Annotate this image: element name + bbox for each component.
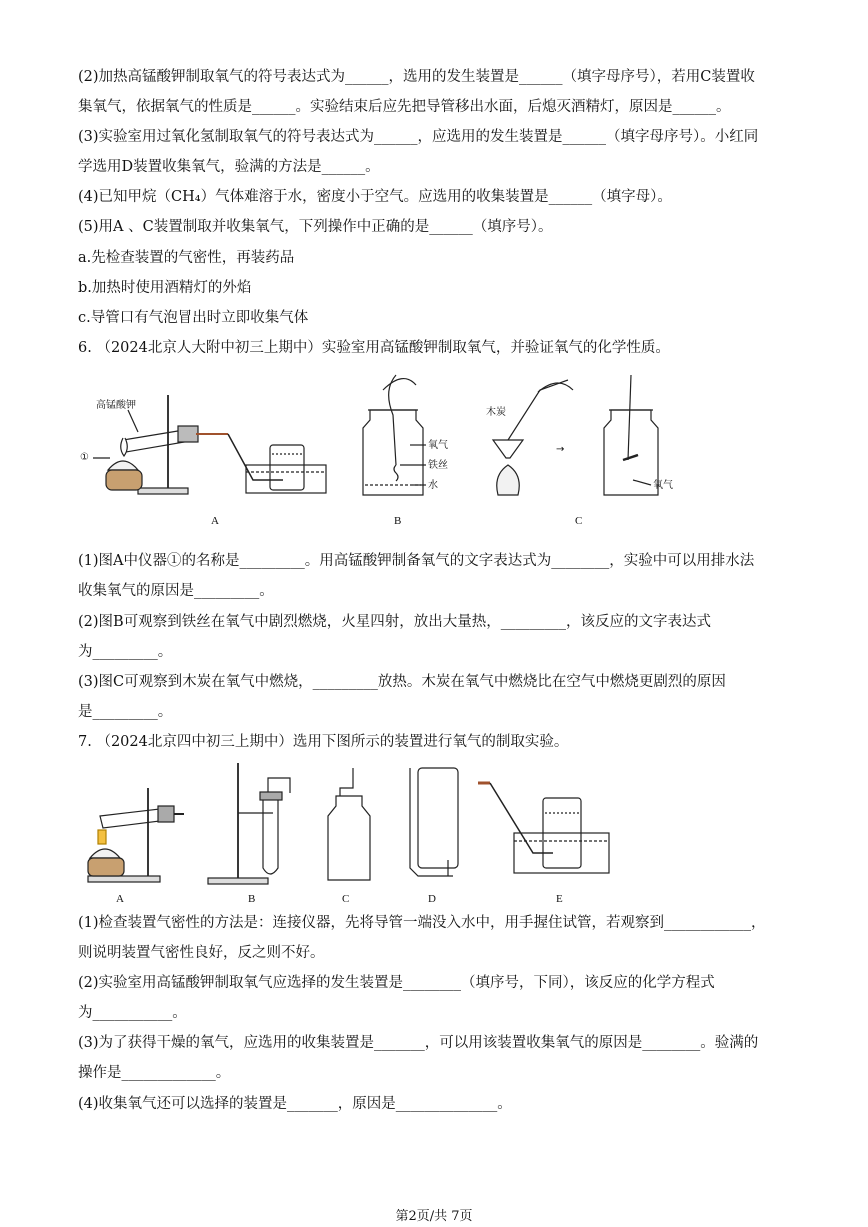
q5-option-c: c.导管口有气泡冒出时立即收集气体 <box>78 310 309 326</box>
q7-part3-line1: (3)为了获得干燥的氧气，应选用的收集装置是_______，可以用该装置收集氧气的原因是________。验满的 <box>78 1035 759 1051</box>
q5-part5: (5)用A 、C装置制取并收集氧气，下列操作中正确的是______（填序号）。 <box>78 219 553 235</box>
q5-part3-line1: (3)实验室用过氧化氢制取氧气的符号表达式为______，应选用的发生装置是______（填字母序号）。小红同 <box>78 129 759 145</box>
page-footer: 第2页/共 7页 <box>395 1209 473 1224</box>
apparatus-c-charcoal <box>486 375 673 527</box>
q5-part2-line1: (2)加热高锰酸钾制取氧气的符号表达式为______，选用的发生装置是______（填字母序号），若用C装置收 <box>78 69 755 85</box>
q7-part4: (4)收集氧气还可以选择的装置是_______，原因是______________。 <box>78 1096 512 1112</box>
arrow-glyph: → <box>556 444 565 455</box>
q6-part3-line1: (3)图C可观察到木炭在氧气中燃烧，_________放热。木炭在氧气中燃烧比在空气中燃烧更剧烈的原因 <box>78 674 726 690</box>
q7-part3-line2: 操作是_____________。 <box>78 1065 231 1081</box>
apparatus-d-inverted-bottle <box>410 768 458 905</box>
apparatus-b-iron-wire <box>363 375 448 527</box>
apparatus-b-test-tube-stand <box>208 763 290 905</box>
label-oxygen-b: 氧气 <box>428 440 448 451</box>
q7-figure <box>78 758 618 908</box>
apparatus-a-kmno4-heating <box>80 395 326 527</box>
q7-part1-line1: (1)检查装置气密性的方法是：连接仪器，先将导管一端没入水中，用手握住试管，若观察到____________， <box>78 915 766 931</box>
caption-d: D <box>428 893 436 905</box>
q7-part1-line2: 则说明装置气密性良好，反之则不好。 <box>78 945 325 961</box>
q6-part2-line2: 为_________。 <box>78 644 173 660</box>
q7-part2-line1: (2)实验室用高锰酸钾制取氧气应选择的发生装置是________（填序号，下同），该反应的化学方程式 <box>78 975 715 991</box>
q5-part3-line2: 学选用D装置收集氧气，验满的方法是______。 <box>78 159 380 175</box>
q5-part2-line2: 集氧气，依据氧气的性质是______。实验结束后应先把导管移出水面，后熄灭酒精灯，原因是______。 <box>78 99 731 115</box>
caption-a: A <box>116 893 124 905</box>
q5-option-b: b.加热时使用酒精灯的外焰 <box>78 280 252 296</box>
q6-part1-line1: (1)图A中仪器①的名称是_________。用高锰酸钾制备氧气的文字表达式为________，实验中可以用排水法 <box>78 553 755 569</box>
caption-a: A <box>211 515 219 527</box>
q7-part2-line2: 为___________。 <box>78 1005 187 1021</box>
caption-c: C <box>575 515 583 527</box>
q6-stem: 6. （2024北京人大附中初三上期中）实验室用高锰酸钾制取氧气，并验证氧气的化学性质。 <box>78 340 670 356</box>
label-oxygen-c: 氧气 <box>653 480 673 491</box>
caption-e: E <box>556 893 563 905</box>
caption-b: B <box>248 893 256 905</box>
q6-part3-line2: 是_________。 <box>78 704 173 720</box>
apparatus-a-heating <box>88 788 184 905</box>
caption-b: B <box>394 515 402 527</box>
q5-option-a: a.先检查装置的气密性，再装药品 <box>78 250 295 266</box>
q6-part1-line2: 收集氧气的原因是_________。 <box>78 583 274 599</box>
apparatus-c-gas-bottle <box>328 768 370 905</box>
label-charcoal: 木炭 <box>486 407 506 418</box>
q6-part2-line1: (2)图B可观察到铁丝在氧气中剧烈燃烧，火星四射，放出大量热，_________，该反应的文字表达式 <box>78 614 711 630</box>
q7-stem: 7. （2024北京四中初三上期中）选用下图所示的装置进行氧气的制取实验。 <box>78 734 569 750</box>
q5-part4: (4)已知甲烷（CH₄）气体难溶于水，密度小于空气。应选用的收集装置是______（填字母）。 <box>78 189 672 205</box>
label-kmno4: 高锰酸钾 <box>96 400 136 411</box>
label-iron-wire: 铁丝 <box>428 460 448 471</box>
apparatus-e-water-trough <box>478 783 609 905</box>
label-water: 水 <box>428 480 438 491</box>
caption-c: C <box>342 893 350 905</box>
q6-figure <box>78 370 678 535</box>
label-instrument-1: ① <box>80 452 89 463</box>
